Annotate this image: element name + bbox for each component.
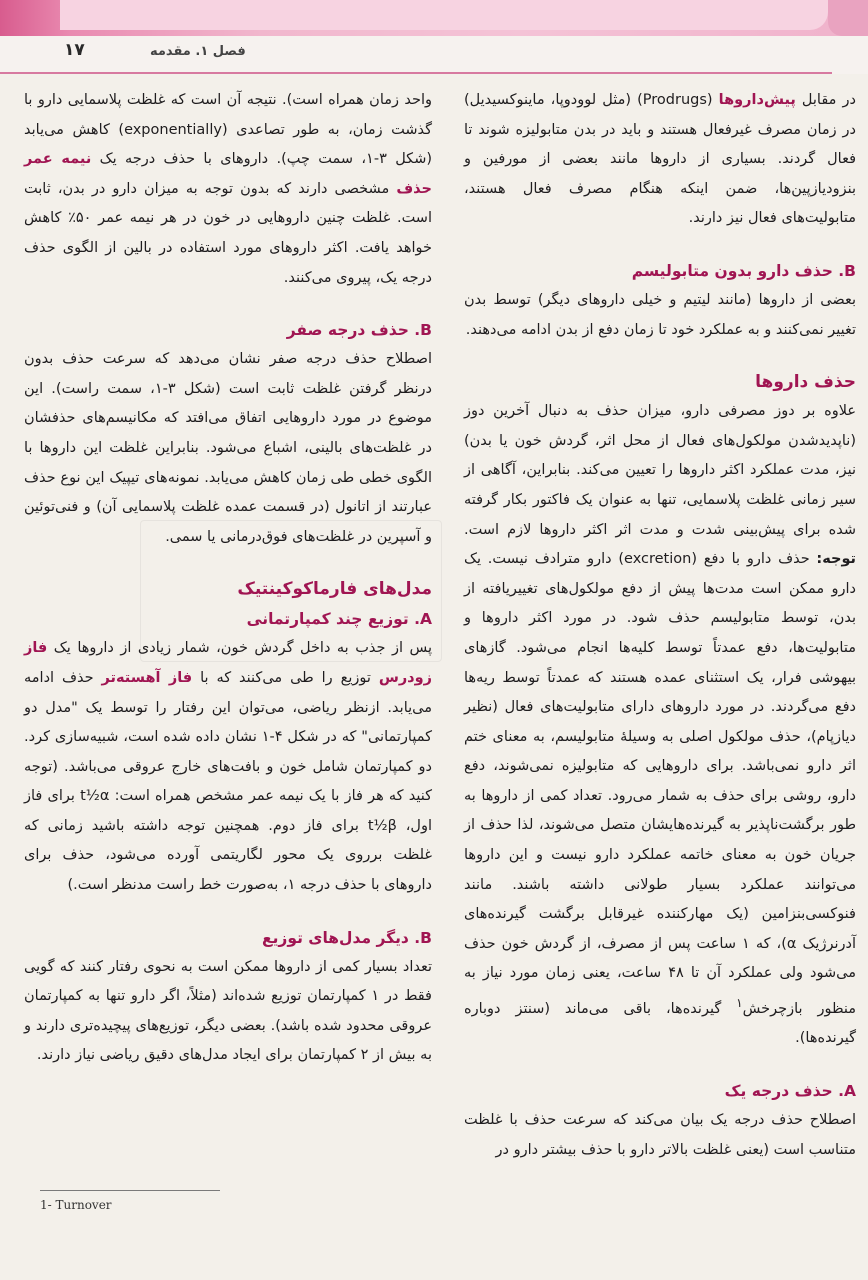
no-metabolism-paragraph: بعضی از داروها (مانند لیتیم و خیلی داروهای دیگر) توسط بدن تغییر نمی‌کنند و به عملکرد خود تا زمان دفع از بدن ادامه می‌دهند. — [464, 291, 856, 338]
other-models-paragraph: تعداد بسیار کمی از داروها ممکن است به نحوی رفتار کنند که گویی فقط در ۱ کمپارتمان توزیع شده‌اند (مثلاً، اگر دارو تنها به کمپارتمان عروقی محدود شده باشد). بعضی دیگر، توزیع‌های پیچیده‌تری دارند و به بیش از ۲ کمپارتمان برای ایجاد مدل‌های دقیق ریاضی نیاز دارند. — [24, 958, 432, 1064]
section-heading-drug-elimination: حذف داروها — [755, 372, 856, 393]
note-label: توجه: — [816, 551, 856, 568]
footnote: 1- Turnover — [40, 1198, 112, 1212]
header-divider — [0, 72, 832, 74]
slow-phase-term: فاز آهسته‌تر — [101, 669, 193, 686]
running-header — [0, 36, 868, 74]
section-heading-elimination-without-metabolism: B. حذف دارو بدون متابولیسم — [631, 261, 856, 280]
early-phase-term: فاز زودرس — [24, 640, 432, 686]
prodrugs-term: پیش‌داروها — [718, 92, 796, 108]
chapter-title: فصل ۱. مقدمه — [150, 44, 246, 59]
half-life-term: نیمه عمر حذف — [24, 151, 432, 197]
section-heading-multicompartment: A. توزیع چند کمپارتمانی — [246, 610, 432, 629]
first-order-paragraph: اصطلاح حذف درجه یک بیان می‌کند که سرعت حذف با غلظت متناسب است (یعنی غلظت بالاتر دارو با حذف بیشتر دارو در — [464, 1112, 856, 1158]
right-column — [464, 86, 856, 1165]
header-corner-tab — [828, 0, 868, 36]
footnote-divider — [40, 1190, 220, 1191]
footnote-marker: ۱ — [736, 996, 743, 1011]
elimination-paragraph: علاوه بر دوز مصرفی دارو، میزان حذف به دنبال آخرین دوز (ناپدیدشدن مولکول‌های فعال از محل اثر، گردش خون یا بدن) نیز، مدت عملکرد اکثر داروها را تعیین می‌کند. بنابراین، آگاهی از سیر زمانی غلظت پلاسمایی، تنها به عنوان یک فاکتور بکار گرفته شده برای پیش‌بینی شدت و مدت اثر اکثر داروها لازم است. توجه: حذف دارو با دفع (excretion) دارو مترادف نیست. یک دارو ممکن است مدت‌ها پیش از دفع مولکول‌های تغییریافته از بدن، توسط متابولیسم حذف شود. در مورد اکثر داروها و متابولیت‌ها، دفع عمدتاً توسط کلیه‌ها انجام می‌شود. گازهای بیهوشی فرار، یک استثنای عمده هستند که عمدتاً توسط ریه‌ها دفع می‌گردند. در مورد داروهای دارای متابولیت‌های فعال (نظیر دیازپام)، حذف مولکول اصلی به وسیلهٔ متابولیسم، به معنای ختم اثر دارو نمی‌باشد. برای داروهایی که متابولیزه نمی‌شوند، دفع دارو، روشی برای حذف به شمار می‌رود. تعداد کمی از داروها به طور برگشت‌ناپذیر به گیرنده‌هایشان متصل می‌شوند، لذا حذف از جریان خون به معنای خاتمه عملکرد دارو نیست و این داروها می‌توانند عملکرد بسیار طولانی داشته باشند. مانند فنوکسی‌بنزامین (یک مهارکننده غیرقابل برگشت گیرنده‌های آدرنرژیک α)، که ۱ ساعت پس از مصرف، از گردش خون حذف می‌شود ولی عملکرد آن تا ۴۸ ساعت، یعنی زمان مورد نیاز به منظور بازچرخش$^۱$ گیرنده‌ها، باقی می‌ماند (سنتز دوباره گیرنده‌ها). — [464, 403, 857, 1047]
prodrugs-paragraph: در مقابل پیش‌داروها (Prodrugs) (مثل لوودوپا، ماینوکسیدیل) در زمان مصرف غیرفعال هستند و باید در بدن متابولیزه شوند تا فعال گردند. بسیاری از داروها مانند بعضی از مورفین و بنزودیازپین‌ها، ضمن اینکه هنگام مصرف فعال هستند، متابولیت‌های فعال نیز دارند. — [464, 92, 856, 227]
page-number: ۱۷ — [64, 40, 85, 60]
left-column — [24, 86, 432, 1071]
section-heading-other-models: B. دیگر مدل‌های توزیع — [262, 928, 432, 947]
section-heading-pk-models: مدل‌های فارماکوکینتیک — [237, 579, 432, 600]
multicompartment-paragraph: پس از جذب به داخل گردش خون، شمار زیادی از داروها یک فاز زودرس توزیع را طی می‌کنند که با فاز آهسته‌تر حذف ادامه می‌یابد. ازنظر ریاضی، می‌توان این رفتار را توسط یک "مدل دو کمپارتمانی" که در شکل ۴-۱ نشان داده شده است، شبیه‌سازی کرد. دو کمپارتمان شامل خون و بافت‌های خارج عروقی می‌باشد. (توجه کنید که هر فاز با یک نیمه عمر مشخص همراه است: t½α برای فاز اول، t½β برای فاز دوم. همچنین توجه داشته باشید زمانی که غلظت برروی یک محور لگاریتمی آورده می‌شود، حذف برای داروهای با حذف درجه ۱، به‌صورت خط راست مدنظر است.) — [24, 640, 432, 894]
first-order-continued-paragraph: واحد زمان همراه است). نتیجه آن است که غلظت پلاسمایی دارو با گذشت زمان، به طور تصاعدی (exponentially) کاهش می‌یابد (شکل ۳-۱، سمت چپ). داروهای با حذف درجه یک نیمه عمر حذف مشخصی دارند که بدون توجه به میزان دارو در بدن، ثابت است. غلظت چنین داروهایی در خون در هر نیمه عمر ۵۰٪ کاهش خواهد یافت. اکثر داروهای مورد استفاده در بالین از الگوی حذف درجه یک، پیروی می‌کنند. — [24, 92, 433, 286]
zero-order-paragraph: اصطلاح حذف درجه صفر نشان می‌دهد که سرعت حذف بدون درنظر گرفتن غلظت ثابت است (شکل ۳-۱، سمت راست). این موضوع در مورد داروهایی اتفاق می‌افتد که مکانیسم‌های حذفشان در غلظت‌های بالینی، اشباع می‌شود. بنابراین غلظت این داروها با الگوی خطی طی زمان کاهش می‌یابد. نمونه‌های تیپیک این نوع حذف عبارتند از اتانول (در قسمت عمده غلظت پلاسمایی آن) و فنی‌توئین و آسپرین در غلظت‌های فوق‌درمانی یا سمی. — [24, 351, 432, 545]
section-heading-first-order: A. حذف درجه یک — [724, 1082, 856, 1101]
section-heading-zero-order: B. حذف درجه صفر — [286, 321, 432, 340]
header-band-highlight — [60, 0, 828, 30]
